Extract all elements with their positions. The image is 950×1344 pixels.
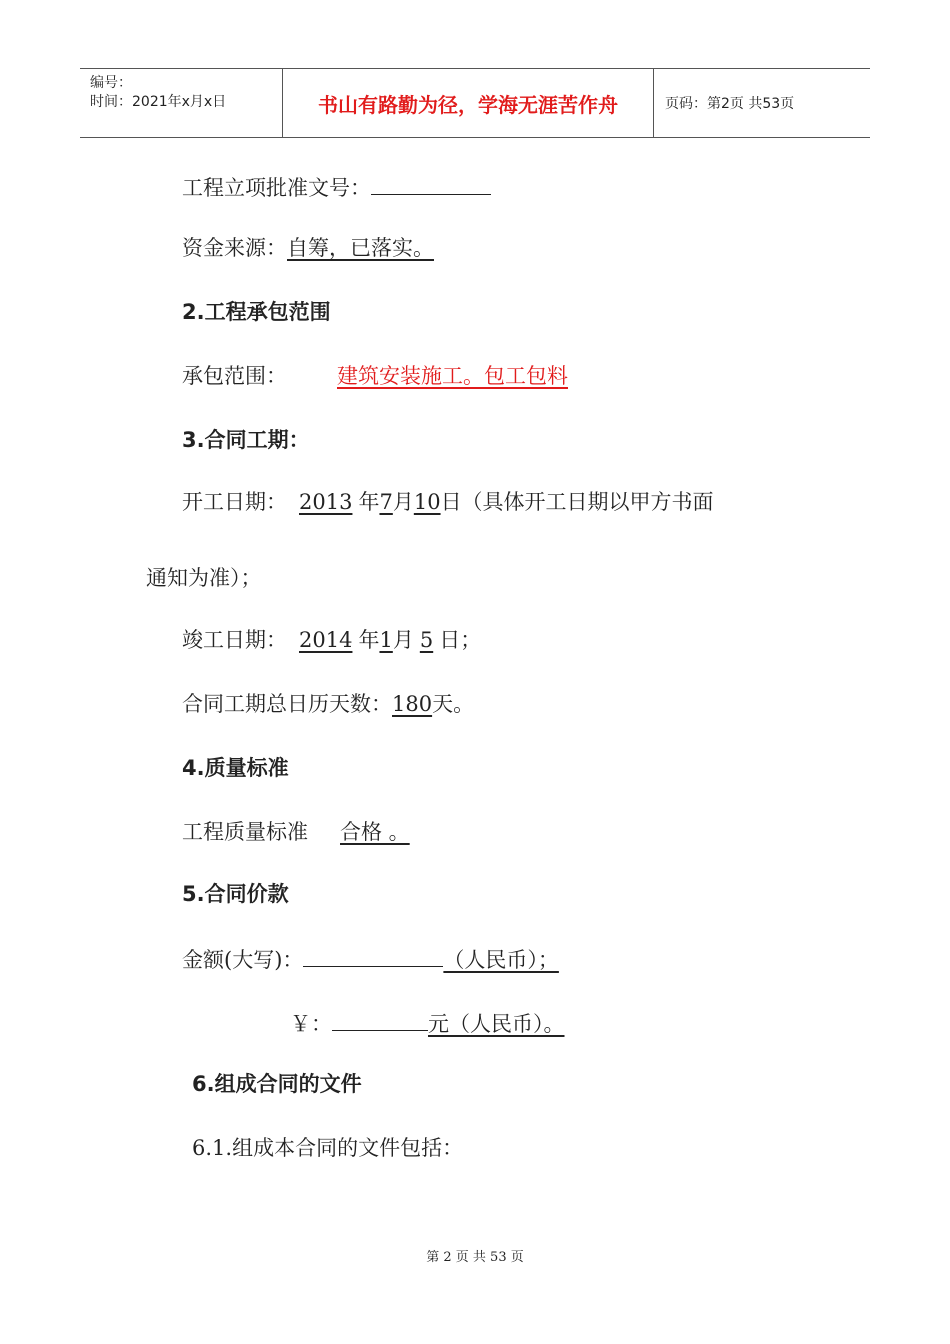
- end-label: 竣工日期：: [182, 628, 287, 652]
- amount-line: [182, 944, 573, 974]
- quality-line: [182, 818, 458, 846]
- start-month-char: 月: [392, 490, 414, 514]
- funding-label: 资金来源：: [182, 236, 287, 260]
- scope-value: 建筑安装施工。包工包料: [337, 364, 568, 388]
- yen-line: [290, 1008, 565, 1038]
- approval-label: 工程立项批准文号：: [182, 176, 371, 200]
- section-5-heading: 5.合同价款: [182, 882, 289, 906]
- end-month: 1: [379, 628, 393, 652]
- document-header: [80, 68, 870, 138]
- end-month-char: 月: [392, 628, 414, 652]
- header-page-info: 页码：第2页 共53页: [665, 96, 795, 112]
- end-tail: 日；: [439, 628, 482, 652]
- yen-blank: [332, 1008, 428, 1031]
- funding-value: 自筹，已落实。: [287, 236, 434, 260]
- approval-line: [182, 172, 491, 202]
- start-date-line: [182, 488, 714, 516]
- header-motto: 书山有路勤为径，学海无涯苦作舟: [283, 69, 654, 137]
- yen-tail: 元（人民币）。: [428, 1012, 565, 1036]
- end-date-line: [182, 626, 481, 654]
- amount-blank: [303, 944, 443, 967]
- quality-value: 合格 。: [340, 820, 410, 844]
- total-days: 180: [392, 692, 433, 716]
- time-label: 时间：2021年x月x日: [90, 94, 227, 110]
- quality-label: 工程质量标准: [182, 820, 308, 844]
- start-rest: 日（具体开工日期以甲方书面: [440, 490, 714, 514]
- amount-label: 金额(大写)：: [182, 948, 304, 972]
- start-year: 2013: [299, 490, 353, 514]
- number-label: 编号：: [90, 75, 132, 91]
- funding-line: [182, 234, 434, 262]
- total-label: 合同工期总日历天数：: [182, 692, 392, 716]
- start-date-line-2: 通知为准）；: [146, 566, 262, 590]
- yen-label: ￥：: [290, 1012, 332, 1036]
- page-footer: 第 2 页 共 53 页: [426, 1250, 524, 1265]
- scope-label: 承包范围：: [182, 364, 287, 388]
- end-year-char: 年: [358, 628, 380, 652]
- header-meta: [80, 69, 283, 137]
- start-label: 开工日期：: [182, 490, 287, 514]
- amount-tail: （人民币）；: [443, 948, 559, 972]
- total-days-line: [182, 690, 474, 718]
- start-year-char: 年: [358, 490, 380, 514]
- start-day: 10: [413, 490, 441, 514]
- start-month: 7: [379, 490, 393, 514]
- section-2-heading: 2.工程承包范围: [182, 300, 331, 324]
- section-6-1-line: 6.1.组成本合同的文件包括：: [192, 1136, 464, 1160]
- section-6-heading: 6.组成合同的文件: [192, 1072, 362, 1096]
- end-day: 5: [419, 628, 434, 652]
- total-tail: 天。: [432, 692, 475, 716]
- section-3-heading: 3.合同工期：: [182, 428, 310, 452]
- approval-blank: [371, 172, 491, 195]
- end-year: 2014: [299, 628, 353, 652]
- section-4-heading: 4.质量标准: [182, 756, 289, 780]
- scope-line: [182, 362, 580, 390]
